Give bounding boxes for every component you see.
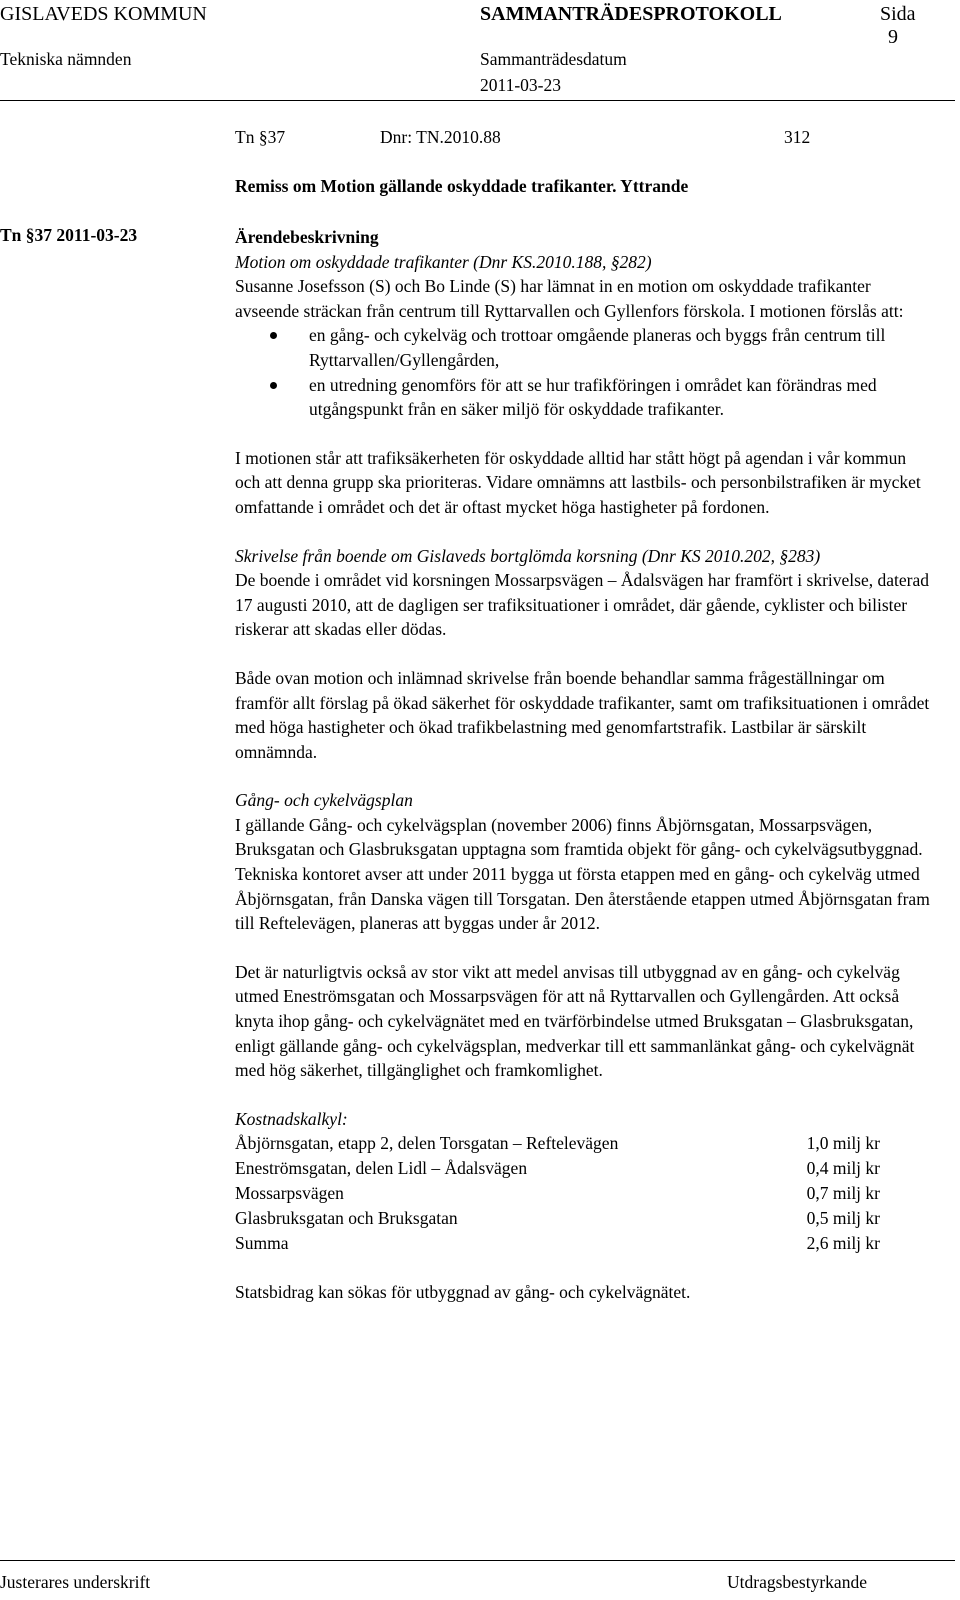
- table-row: [235, 1206, 880, 1231]
- cost-amount: 2,6 milj kr: [806, 1233, 880, 1254]
- page-label: Sida: [880, 3, 916, 25]
- header-divider: [0, 100, 955, 101]
- cost-item: Glasbruksgatan och Bruksgatan: [235, 1208, 458, 1229]
- footer-certification-label: Utdragsbestyrkande: [727, 1572, 867, 1592]
- motion-subheading: Motion om oskyddade trafikanter (Dnr KS.2010.188, §282): [235, 251, 652, 272]
- footer-divider: [0, 1560, 955, 1561]
- plan-text: I gällande Gång- och cykelvägsplan (november 2006) finns Åbjörnsgatan, Mossarpsvägen, Bruksgatan och Glasbruksgatan upptagna som framtida objekt för gång- och cykelvägsutbyggnad. Tekniska kontoret avser att under 2011 bygga ut första etappen med en gång- och cykelväg utmed Åbjörnsgatan, från Danska vägen till Torsgatan. Den återstående etappen utmed Åbjörnsgatan fram till Reftelevägen, planeras att byggas under år 2012.: [235, 814, 930, 934]
- cost-amount: 0,7 milj kr: [806, 1183, 880, 1204]
- table-row: [235, 1181, 880, 1206]
- case-title: Remiss om Motion gällande oskyddade trafikanter. Yttrande: [235, 176, 689, 196]
- case-code: 312: [784, 127, 811, 147]
- cost-amount: 0,5 milj kr: [806, 1208, 880, 1229]
- cost-item: Eneströmsgatan, delen Lidl – Ådalsvägen: [235, 1158, 528, 1179]
- cost-table: [235, 1131, 880, 1256]
- margin-reference: Tn §37 2011-03-23: [0, 225, 138, 245]
- bullet-item: en gång- och cykelväg och trottoar omgående planeras och byggs från centrum till Ryttarvallen/Gyllengården,: [235, 323, 935, 372]
- document-type: SAMMANTRÄDESPROTOKOLL: [480, 3, 782, 25]
- body-paragraph-1: I motionen står att trafiksäkerheten för oskyddade alltid har stått högt på agendan i vår kommun och att denna grupp ska prioriteras. Vidare omnämns att lastbils- och personbilstrafiken är mycket omfattande i området och det är oftast mycket höga hastigheter på fordonen.: [235, 447, 921, 517]
- cost-subheading: Kostnadskalkyl:: [235, 1108, 348, 1129]
- table-row: [235, 1231, 880, 1256]
- committee-name: Tekniska nämnden: [0, 49, 132, 69]
- cost-item: Mossarpsvägen: [235, 1183, 344, 1204]
- motion-text: Susanne Josefsson (S) och Bo Linde (S) har lämnat in en motion om oskyddade trafikanter avseende sträckan från centrum till Ryttarvallen och Gyllenfors förskola. I motionen förslås att:: [235, 276, 904, 321]
- body-paragraph-2: Både ovan motion och inlämnad skrivelse från boende behandlar samma frågeställningar om framför allt förslag på ökad säkerhet för oskyddade trafikanter, samt om trafiksituationen i området med höga hastigheter och ökad trafikbelastning med genomfartstrafik. Lastbilar är särskilt omnämnda.: [235, 667, 930, 762]
- letter-subheading: Skrivelse från boende om Gislaveds bortglömda korsning (Dnr KS 2010.202, §283): [235, 545, 821, 566]
- cost-amount: 1,0 milj kr: [806, 1133, 880, 1154]
- page-number: 9: [888, 26, 898, 48]
- plan-subheading: Gång- och cykelvägsplan: [235, 790, 413, 811]
- organization-name: GISLAVEDS KOMMUN: [0, 3, 207, 25]
- section-heading: Ärendebeskrivning: [235, 227, 379, 247]
- main-body: [235, 225, 935, 1305]
- table-row: [235, 1131, 880, 1156]
- bullet-item: en utredning genomförs för att se hur trafikföringen i området kan förändras med utgångspunkt från en säker miljö för oskyddade trafikanter.: [235, 373, 935, 422]
- case-paragraph: Tn §37: [235, 127, 286, 147]
- meeting-date: 2011-03-23: [480, 75, 562, 95]
- body-paragraph-3: Det är naturligtvis också av stor vikt att medel anvisas till utbyggnad av en gång- och cykelväg utmed Eneströmsgatan och Mossarpsvägen för att nå Ryttarvallen och Gyllengården. Att också knyta ihop gång- och cykelvägnätet med en tvärförbindelse utmed Bruksgatan – Glasbruksgatan, enligt gällande gång- och cykelvägsplan, medverkar till ett sammanlänkat gång- och cykelvägnät med hög säkerhet, tillgänglighet och framkomlighet.: [235, 961, 915, 1081]
- footer-signature-label: Justerares underskrift: [0, 1572, 151, 1592]
- motion-bullet-list: [235, 323, 935, 421]
- table-row: [235, 1156, 880, 1181]
- closing-sentence: Statsbidrag kan sökas för utbyggnad av gång- och cykelvägnätet.: [235, 1282, 691, 1303]
- letter-text: De boende i området vid korsningen Mossarpsvägen – Ådalsvägen har framfört i skrivelse, daterad 17 augusti 2010, att de dagligen ser trafiksituationer i området, där gående, cyklister och bilister riskerar att skadas eller dödas.: [235, 570, 929, 640]
- cost-amount: 0,4 milj kr: [806, 1158, 880, 1179]
- meeting-date-label: Sammanträdesdatum: [480, 49, 627, 69]
- cost-item: Summa: [235, 1233, 289, 1254]
- case-dnr: Dnr: TN.2010.88: [380, 127, 501, 147]
- cost-item: Åbjörnsgatan, etapp 2, delen Torsgatan – Reftelevägen: [235, 1133, 619, 1154]
